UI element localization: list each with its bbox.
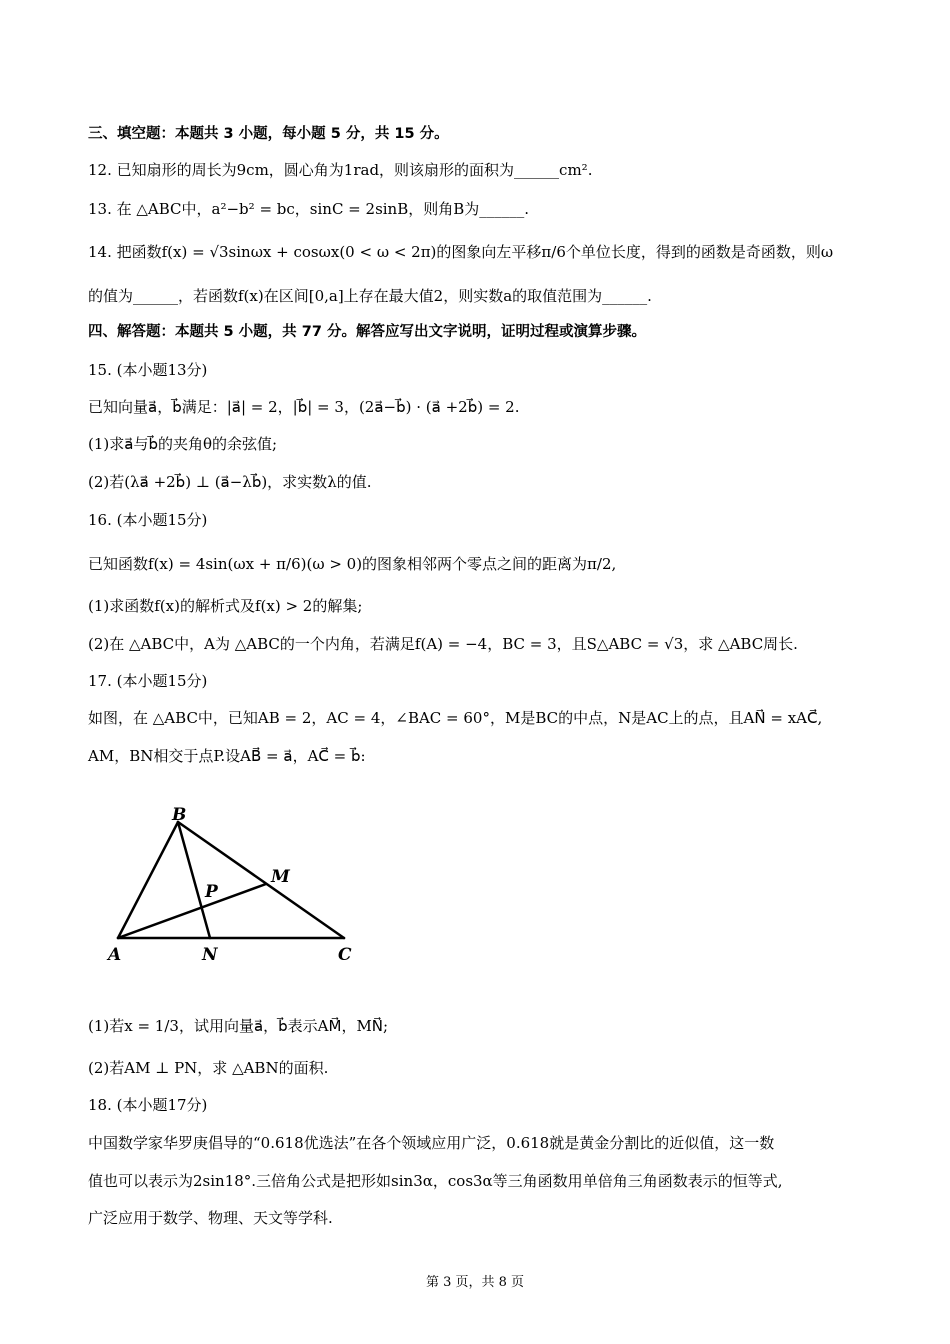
question-15-title: 15. (本小题13分) xyxy=(88,361,208,379)
page-footer: 第 3 页，共 8 页 xyxy=(425,1275,525,1290)
label-a: A xyxy=(108,945,122,965)
segment-bc xyxy=(178,822,344,938)
question-17-part2: (2)若AM ⊥ PN，求 △ABN的面积. xyxy=(88,1059,329,1077)
question-17-title: 17. (本小题15分) xyxy=(88,672,208,690)
label-b: B xyxy=(172,805,187,825)
question-15-stem: 已知向量a⃗，b⃗满足：|a⃗| = 2，|b⃗| = 3，(2a⃗−b⃗) · (a⃗ +2b⃗) = 2. xyxy=(88,398,520,416)
fill-blank-header: 三、填空题：本题共 3 小题，每小题 5 分，共 15 分。 xyxy=(88,126,449,142)
question-14-line1: 14. 把函数f(x) = √3sinωx + cosωx(0 < ω < 2π)的图象向左平移π/6个单位长度，得到的函数是奇函数，则ω xyxy=(88,243,834,261)
question-16-part2: (2)在 △ABC中，A为 △ABC的一个内角，若满足f(A) = −4，BC = 3，且S△ABC = √3，求 △ABC周长. xyxy=(88,635,798,653)
question-18-line3: 广泛应用于数学、物理、天文等学科. xyxy=(88,1209,333,1227)
question-16-title: 16. (本小题15分) xyxy=(88,511,208,529)
question-14-line2: 的值为______，若函数f(x)在区间[0,a]上存在最大值2，则实数a的取值范围为______. xyxy=(88,287,652,305)
question-18-title: 18. (本小题17分) xyxy=(88,1096,208,1114)
question-12: 12. 已知扇形的周长为9cm，圆心角为1rad，则该扇形的面积为______cm². xyxy=(88,161,593,179)
segment-bn xyxy=(178,822,210,938)
question-13: 13. 在 △ABC中，a²−b² = bc，sinC = 2sinB，则角B为______. xyxy=(88,200,530,218)
question-15-part2: (2)若(λa⃗ +2b⃗) ⊥ (a⃗−λb⃗)，求实数λ的值. xyxy=(88,473,372,491)
question-17-stem1: 如图，在 △ABC中，已知AB = 2，AC = 4，∠BAC = 60°，M是BC的中点，N是AC上的点，且AN⃗ = xAC⃗, xyxy=(88,709,823,727)
label-n: N xyxy=(202,945,218,965)
answer-header: 四、解答题：本题共 5 小题，共 77 分。解答应写出文字说明，证明过程或演算步骤。 xyxy=(88,324,646,340)
segment-am xyxy=(118,884,266,938)
label-p: P xyxy=(205,882,218,902)
question-18-line1: 中国数学家华罗庚倡导的“0.618优选法”在各个领域应用广泛，0.618就是黄金分割比的近似值，这一数 xyxy=(88,1134,775,1152)
question-16-part1: (1)求函数f(x)的解析式及f(x) > 2的解集; xyxy=(88,597,363,615)
label-m: M xyxy=(271,867,290,887)
question-17-part1: (1)若x = 1/3，试用向量a⃗，b⃗表示AM⃗，MN⃗; xyxy=(88,1017,389,1035)
question-15-part1: (1)求a⃗与b⃗的夹角θ的余弦值; xyxy=(88,435,278,453)
triangle-figure xyxy=(106,800,366,970)
question-16-stem: 已知函数f(x) = 4sin(ωx + π/6)(ω > 0)的图象相邻两个零点之间的距离为π/2, xyxy=(88,555,617,573)
label-c: C xyxy=(338,945,352,965)
question-17-stem2: AM，BN相交于点P.设AB⃗ = a⃗，AC⃗ = b⃗: xyxy=(88,747,366,765)
question-18-line2: 值也可以表示为2sin18°.三倍角公式是把形如sin3α，cos3α等三角函数用单倍角三角函数表示的恒等式, xyxy=(88,1172,783,1190)
